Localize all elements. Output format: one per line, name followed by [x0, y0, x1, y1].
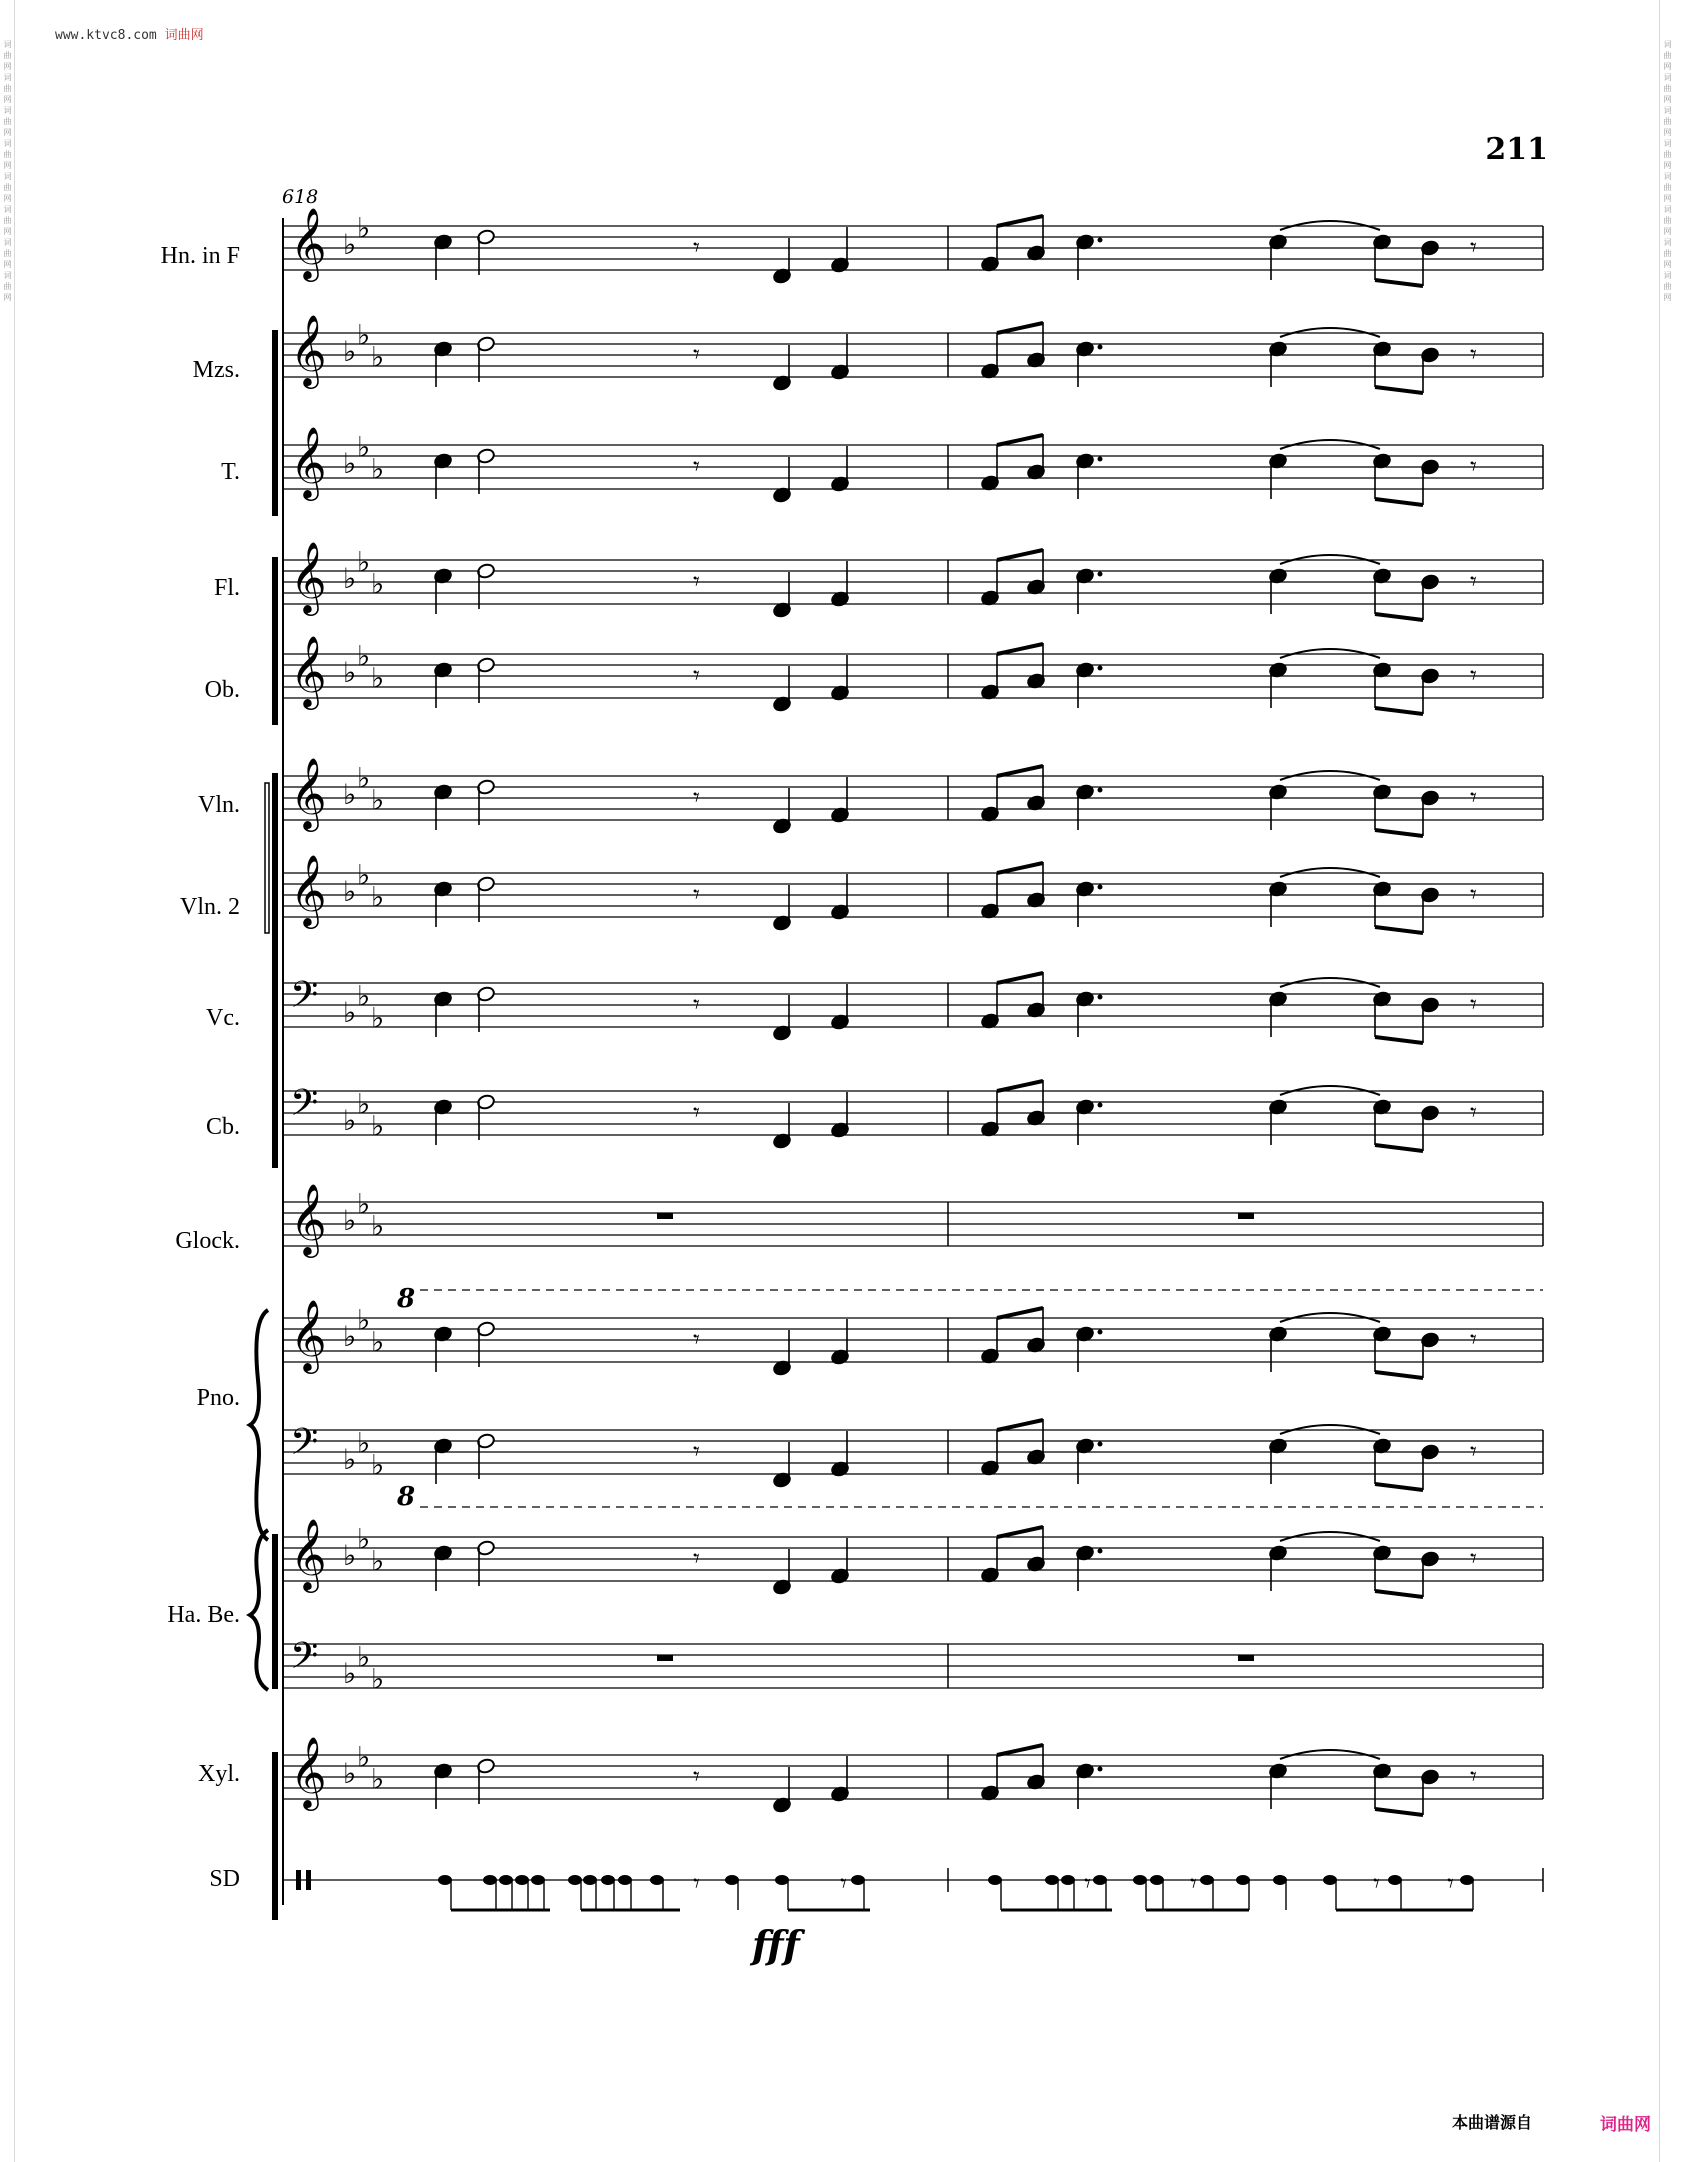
- measure-number: 618: [282, 186, 319, 208]
- header-url-text: www.ktvc8.com: [55, 28, 157, 43]
- treble-clef-icon: 𝄞: [290, 313, 327, 386]
- beam: [1375, 387, 1423, 393]
- snare-note-icon: [515, 1875, 529, 1885]
- flat-icon: ♭: [357, 430, 371, 464]
- flat-icon: ♭: [357, 1640, 371, 1674]
- flat-icon: ♭: [343, 996, 357, 1029]
- dot: [1098, 788, 1103, 793]
- flat-icon: ♭: [371, 1109, 385, 1143]
- flat-icon: ♭: [357, 761, 371, 795]
- eighth-rest-icon: 𝄾: [693, 880, 700, 910]
- eighth-rest-icon: 𝄾: [1470, 452, 1477, 482]
- flat-icon: ♭: [357, 639, 371, 673]
- eighth-rest-icon: 𝄾: [1373, 1869, 1380, 1899]
- treble-clef-icon: 𝄞: [290, 1182, 327, 1255]
- eighth-rest-icon: 𝄾: [693, 1098, 700, 1128]
- flat-icon: ♭: [357, 1740, 371, 1774]
- whole-rest-icon: [1238, 1213, 1254, 1219]
- snare-note-icon: [483, 1875, 497, 1885]
- dot: [1098, 345, 1103, 350]
- flat-icon: ♭: [371, 1662, 385, 1696]
- beam: [997, 1527, 1043, 1537]
- label-snare: SD: [209, 1866, 240, 1892]
- flat-icon: ♭: [371, 1762, 385, 1796]
- footer-source: 本曲谱源自: [1452, 2113, 1533, 2132]
- whole-rest-icon: [657, 1213, 673, 1219]
- eighth-rest-icon: 𝄾: [693, 233, 700, 263]
- bass-clef-icon: 𝄢: [290, 974, 319, 1025]
- eighth-rest-icon: 𝄾: [693, 1762, 700, 1792]
- flat-icon: ♭: [343, 778, 357, 811]
- snare-note-icon: [1061, 1875, 1075, 1885]
- dot: [1098, 238, 1103, 243]
- eighth-rest-icon: 𝄾: [693, 567, 700, 597]
- dot: [1098, 1767, 1103, 1772]
- eighth-rest-icon: 𝄾: [1470, 233, 1477, 263]
- dot: [1098, 1103, 1103, 1108]
- ottava-upper: 8: [397, 1284, 416, 1314]
- label-harp-bells: Ha. Be.: [167, 1602, 240, 1628]
- bass-clef-icon: 𝄢: [290, 1421, 319, 1472]
- snare-note-icon: [1200, 1875, 1214, 1885]
- flat-icon: ♭: [371, 340, 385, 374]
- eighth-rest-icon: 𝄾: [693, 661, 700, 691]
- flat-icon: ♭: [357, 545, 371, 579]
- eighth-rest-icon: 𝄾: [1470, 1325, 1477, 1355]
- flat-icon: ♭: [343, 875, 357, 908]
- dot: [1098, 885, 1103, 890]
- side-watermark-right: 词曲网词曲网词曲网词曲网词曲网词曲网词曲网词曲网: [1663, 40, 1672, 304]
- eighth-rest-icon: 𝄾: [840, 1869, 847, 1899]
- beam: [997, 973, 1043, 983]
- label-xylophone: Xyl.: [198, 1761, 240, 1787]
- beam: [997, 863, 1043, 873]
- dot: [1098, 666, 1103, 671]
- beam: [1375, 708, 1423, 714]
- flat-icon: ♭: [343, 1539, 357, 1572]
- eighth-rest-icon: 𝄾: [1470, 990, 1477, 1020]
- dot: [1098, 1549, 1103, 1554]
- dynamic-marking: fff: [752, 1922, 800, 1967]
- beam: [1375, 499, 1423, 505]
- flat-icon: ♭: [357, 858, 371, 892]
- whole-rest-icon: [657, 1655, 673, 1661]
- bass-clef-icon: 𝄢: [290, 1082, 319, 1133]
- flat-icon: ♭: [371, 1209, 385, 1243]
- label-violin2: Vln. 2: [180, 894, 240, 920]
- beam: [1375, 927, 1423, 933]
- beam: [997, 435, 1043, 445]
- percussion-clef-icon: [296, 1870, 301, 1890]
- beam: [1375, 614, 1423, 620]
- beam: [997, 1081, 1043, 1091]
- side-watermark: 词曲网词曲网词曲网词曲网词曲网词曲网词曲网词曲网: [3, 40, 12, 304]
- eighth-rest-icon: 𝄾: [1470, 661, 1477, 691]
- flat-icon: ♭: [343, 335, 357, 368]
- harp-brace-icon: [250, 1530, 268, 1690]
- flat-icon: ♭: [371, 880, 385, 914]
- piano-brace-icon: [250, 1310, 268, 1540]
- eighth-rest-icon: 𝄾: [1084, 1869, 1091, 1899]
- snare-note-icon: [650, 1875, 664, 1885]
- flat-icon: ♭: [371, 783, 385, 817]
- flat-icon: ♭: [371, 661, 385, 695]
- eighth-rest-icon: 𝄾: [1470, 1544, 1477, 1574]
- flat-icon: ♭: [371, 1448, 385, 1482]
- eighth-rest-icon: 𝄾: [1447, 1869, 1454, 1899]
- dot: [1098, 995, 1103, 1000]
- treble-clef-icon: 𝄞: [290, 206, 327, 279]
- dot: [1098, 1330, 1103, 1335]
- treble-clef-icon: 𝄞: [290, 540, 327, 613]
- flat-icon: ♭: [357, 1087, 371, 1121]
- snare-note-icon: [1236, 1875, 1250, 1885]
- page-number: 211: [1485, 132, 1548, 167]
- bass-clef-icon: 𝄢: [290, 1635, 319, 1686]
- snare-note-icon: [1460, 1875, 1474, 1885]
- violin-bracket: [265, 783, 269, 933]
- beam: [1375, 830, 1423, 836]
- percussion-clef-icon: [306, 1870, 311, 1890]
- flat-icon: ♭: [371, 1544, 385, 1578]
- snare-note-icon: [618, 1875, 632, 1885]
- snare-note-icon: [725, 1875, 739, 1885]
- flat-icon: ♭: [357, 211, 371, 245]
- snare-note-icon: [1323, 1875, 1337, 1885]
- treble-clef-icon: 𝄞: [290, 1298, 327, 1371]
- eighth-rest-icon: 𝄾: [1470, 567, 1477, 597]
- beam: [997, 644, 1043, 654]
- eighth-rest-icon: 𝄾: [693, 1325, 700, 1355]
- beam: [1375, 1484, 1423, 1490]
- flat-icon: ♭: [357, 1522, 371, 1556]
- eighth-rest-icon: 𝄾: [1470, 340, 1477, 370]
- flat-icon: ♭: [343, 1757, 357, 1790]
- treble-clef-icon: 𝄞: [290, 1735, 327, 1808]
- treble-clef-icon: 𝄞: [290, 634, 327, 707]
- snare-note-icon: [583, 1875, 597, 1885]
- snare-note-icon: [499, 1875, 513, 1885]
- snare-note-icon: [438, 1875, 452, 1885]
- footer-site: 词曲网: [1600, 2115, 1651, 2135]
- label-flute: Fl.: [213, 575, 240, 601]
- beam: [997, 766, 1043, 776]
- snare-note-icon: [1093, 1875, 1107, 1885]
- snare-note-icon: [775, 1875, 789, 1885]
- treble-clef-icon: 𝄞: [290, 425, 327, 498]
- flat-icon: ♭: [357, 1426, 371, 1460]
- label-oboe: Ob.: [204, 677, 240, 703]
- eighth-rest-icon: 𝄾: [693, 340, 700, 370]
- flat-icon: ♭: [357, 1303, 371, 1337]
- whole-rest-icon: [1238, 1655, 1254, 1661]
- bracket-vocals: [272, 330, 278, 516]
- beam: [1375, 1037, 1423, 1043]
- beam: [997, 1308, 1043, 1318]
- snare-note-icon: [601, 1875, 615, 1885]
- label-glock: Glock.: [175, 1228, 240, 1254]
- beam: [997, 323, 1043, 333]
- beam: [1375, 1145, 1423, 1151]
- snare-note-icon: [1133, 1875, 1147, 1885]
- flat-icon: ♭: [343, 1104, 357, 1137]
- bracket-strings: [272, 773, 278, 1168]
- label-mezzo: Mzs.: [192, 357, 240, 383]
- eighth-rest-icon: 𝄾: [1470, 880, 1477, 910]
- eighth-rest-icon: 𝄾: [693, 783, 700, 813]
- snare-note-icon: [988, 1875, 1002, 1885]
- label-violin: Vln.: [198, 792, 240, 818]
- flat-icon: ♭: [343, 1320, 357, 1353]
- eighth-rest-icon: 𝄾: [693, 990, 700, 1020]
- treble-clef-icon: 𝄞: [290, 756, 327, 829]
- flat-icon: ♭: [371, 452, 385, 486]
- label-horn: Hn. in F: [160, 243, 240, 269]
- flat-icon: ♭: [357, 1187, 371, 1221]
- dot: [1098, 1442, 1103, 1447]
- label-piano: Pno.: [196, 1385, 240, 1411]
- label-bass: Cb.: [205, 1114, 240, 1140]
- beam: [997, 1745, 1043, 1755]
- flat-icon: ♭: [343, 1443, 357, 1476]
- eighth-rest-icon: 𝄾: [693, 1544, 700, 1574]
- flat-icon: ♭: [343, 1204, 357, 1237]
- beam: [1375, 1591, 1423, 1597]
- flat-icon: ♭: [357, 979, 371, 1013]
- bracket-winds: [272, 557, 278, 725]
- flat-icon: ♭: [343, 228, 357, 261]
- eighth-rest-icon: 𝄾: [1470, 1098, 1477, 1128]
- flat-icon: ♭: [357, 318, 371, 352]
- snare-note-icon: [568, 1875, 582, 1885]
- snare-note-icon: [1150, 1875, 1164, 1885]
- beam: [1375, 1372, 1423, 1378]
- flat-icon: ♭: [343, 656, 357, 689]
- eighth-rest-icon: 𝄾: [693, 1437, 700, 1467]
- bracket-harp: [272, 1534, 278, 1689]
- dot: [1098, 457, 1103, 462]
- header-site: 词曲网: [164, 28, 204, 43]
- snare-note-icon: [1273, 1875, 1287, 1885]
- flat-icon: ♭: [343, 1657, 357, 1690]
- label-cello: Vc.: [206, 1005, 240, 1031]
- ottava-lower: 8: [397, 1482, 416, 1512]
- eighth-rest-icon: 𝄾: [1470, 1762, 1477, 1792]
- flat-icon: ♭: [343, 447, 357, 480]
- eighth-rest-icon: 𝄾: [1470, 783, 1477, 813]
- flat-icon: ♭: [371, 567, 385, 601]
- treble-clef-icon: 𝄞: [290, 1517, 327, 1590]
- treble-clef-icon: 𝄞: [290, 853, 327, 926]
- eighth-rest-icon: 𝄾: [693, 452, 700, 482]
- snare-note-icon: [851, 1875, 865, 1885]
- snare-note-icon: [1045, 1875, 1059, 1885]
- flat-icon: ♭: [371, 1325, 385, 1359]
- dot: [1098, 572, 1103, 577]
- beam: [997, 550, 1043, 560]
- eighth-rest-icon: 𝄾: [1190, 1869, 1197, 1899]
- beam: [997, 1420, 1043, 1430]
- beam: [997, 216, 1043, 226]
- flat-icon: ♭: [371, 1001, 385, 1035]
- bracket-percussion: [272, 1752, 278, 1920]
- eighth-rest-icon: 𝄾: [1470, 1437, 1477, 1467]
- eighth-rest-icon: 𝄾: [693, 1869, 700, 1899]
- beam: [1375, 280, 1423, 286]
- snare-note-icon: [531, 1875, 545, 1885]
- beam: [1375, 1809, 1423, 1815]
- flat-icon: ♭: [343, 562, 357, 595]
- label-tenor: T.: [221, 459, 240, 485]
- snare-note-icon: [1388, 1875, 1402, 1885]
